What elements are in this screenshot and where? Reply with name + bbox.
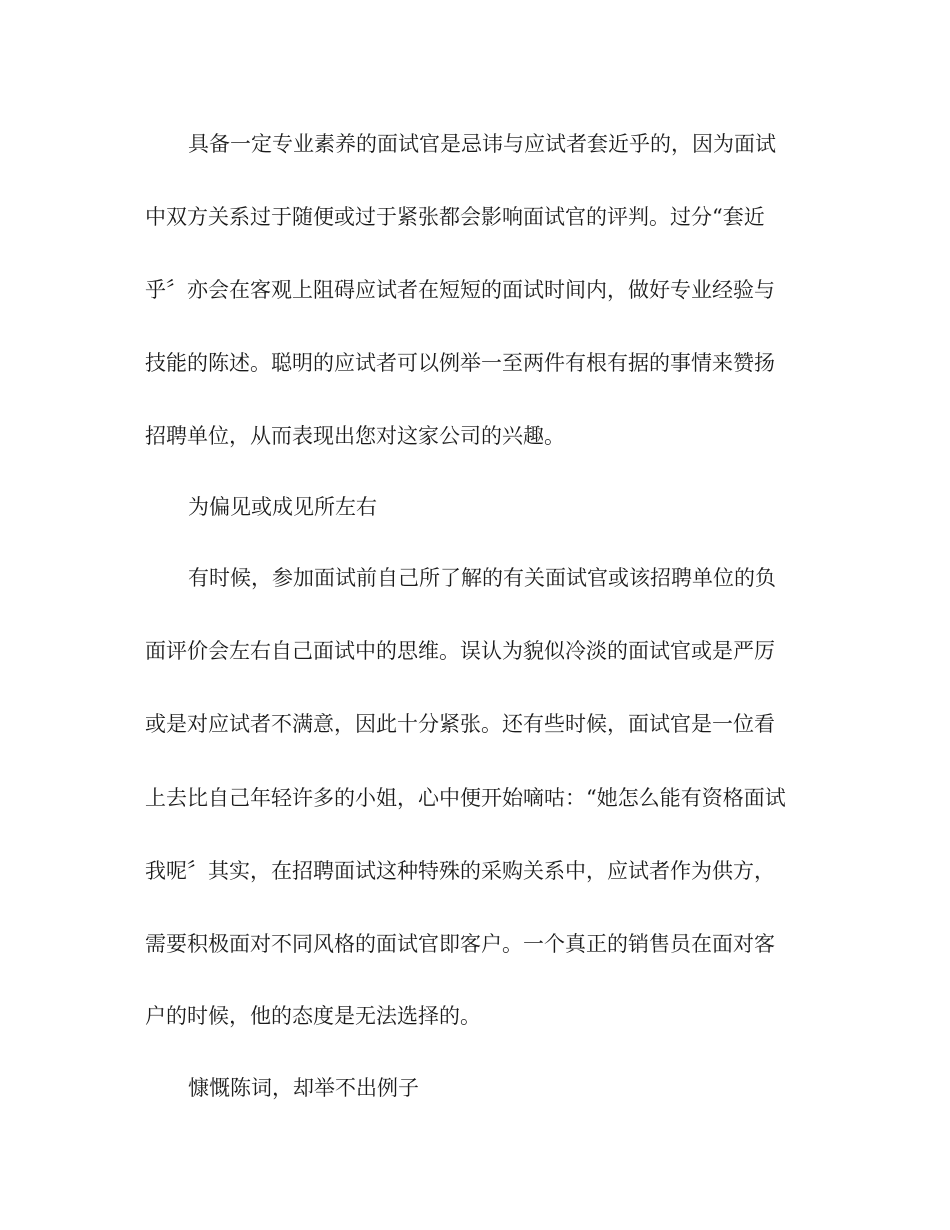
paragraph-line: 有时候，参加面试前自己所了解的有关面试官或该招聘单位的负 <box>188 566 776 590</box>
paragraph-line: 具备一定专业素养的面试官是忌讳与应试者套近乎的，因为面试 <box>188 132 776 156</box>
paragraph-line: 技能的陈述。聪明的应试者可以例举一至两件有根有据的事情来赞扬 <box>145 351 775 375</box>
paragraph-line: 上去比自己年轻许多的小姐，心中便开始嘀咕：“她怎么能有资格面试 <box>145 786 786 810</box>
paragraph-line: 招聘单位，从而表现出您对这家公司的兴趣。 <box>145 424 565 448</box>
paragraph-line: 面评价会左右自己面试中的思维。误认为貌似冷淡的面试官或是严厉 <box>145 639 775 663</box>
section-heading: 慷慨陈词，却举不出例子 <box>188 1076 419 1100</box>
paragraph-line: 乎〞亦会在客观上阻碍应试者在短短的面试时间内，做好专业经验与 <box>145 278 775 302</box>
paragraph-line: 中双方关系过于随便或过于紧张都会影响面试官的评判。过分“套近 <box>145 205 765 229</box>
paragraph-line: 户的时候，他的态度是无法选择的。 <box>145 1004 481 1028</box>
paragraph-line: 我呢〞其实，在招聘面试这种特殊的采购关系中，应试者作为供方， <box>145 859 775 883</box>
section-heading: 为偏见或成见所左右 <box>188 495 377 519</box>
paragraph-line: 或是对应试者不满意，因此十分紧张。还有些时候，面试官是一位看 <box>145 712 775 736</box>
paragraph-line: 需要积极面对不同风格的面试官即客户。一个真正的销售员在面对客 <box>145 932 775 956</box>
